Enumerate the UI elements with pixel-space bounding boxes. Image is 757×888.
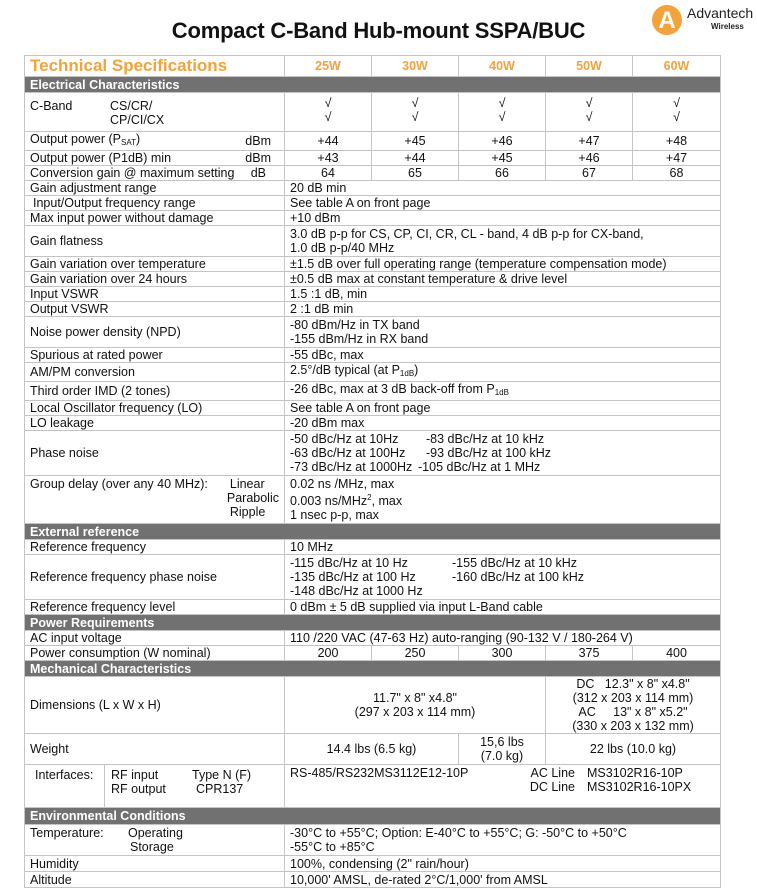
table-row-ac-input [25,631,721,646]
spurious-value: -55 dBc, max [285,348,721,363]
table-row-lo-frequency [25,401,721,416]
table-row-psat [25,132,721,151]
reflevel-value: 0 dBm ± 5 dB supplied via input L-Band cable [285,600,721,615]
section-mechanical: Mechanical Characteristics [25,661,721,677]
section-environmental: Environmental Conditions [25,808,721,825]
altitude-value: 10,000' AMSL, de-rated 2°C/1,000' from AMSL [285,872,721,888]
ampm-label: AM/PM conversion [25,363,285,382]
p1db-label: Output power (P1dB) min dBm [25,151,285,166]
page-title: Compact C-Band Hub-mount SSPA/BUC [171,18,586,43]
reffreq-value: 10 MHz [285,540,721,555]
table-row-ref-frequency [25,540,721,555]
groupdelay-label-cell: Group delay (over any 40 MHz): Linear Parabolic Ripple [25,476,285,524]
table-row-gain-adjustment [25,181,721,196]
iofreq-label: Input/Output frequency range [25,196,285,211]
table-row-group-delay [25,476,721,524]
table-row-humidity [25,856,721,872]
npd-value: -80 dBm/Hz in TX band -155 dBm/Hz in RX band [285,317,721,348]
invswr-value: 1.5 :1 dB, min [285,287,721,302]
flatness-value: 3.0 dB p-p for CS, CP, CI, CR, CL - band, 4 dB p-p for CX-band, 1.0 dB p-p/40 MHz [285,226,721,257]
table-row-interfaces [25,765,721,808]
interfaces-value: RS-485/RS232MS3112E12-10P AC Line DC Line MS3102R16-10P MS3102R16-10PX [285,765,721,808]
interfaces-label: Interfaces: [30,765,105,807]
model-50w: 50W [546,56,633,77]
gainvartemp-label: Gain variation over temperature [25,257,285,272]
weight-large: 22 lbs (10.0 kg) [546,734,721,765]
convgain-label: Conversion gain @ maximum setting dB [25,166,285,181]
humidity-value: 100%, condensing (2" rain/hour) [285,856,721,872]
imd-label: Third order IMD (2 tones) [25,382,285,401]
spurious-label: Spurious at rated power [25,348,285,363]
check-30w: √ √ [372,93,459,132]
p1db-40w: +45 [459,151,546,166]
psat-40w: +46 [459,132,546,151]
maxinput-value: +10 dBm [285,211,721,226]
p1db-30w: +44 [372,151,459,166]
p1db-25w: +43 [285,151,372,166]
table-row-power-consumption [25,646,721,661]
table-row-p1db [25,151,721,166]
table-row-ref-phase-noise [25,555,721,600]
temperature-value: -30°C to +55°C; Option: E-40°C to +55°C; G: -50°C to +50°C -55°C to +85°C [285,825,721,856]
psat-30w: +45 [372,132,459,151]
table-row-output-vswr [25,302,721,317]
convgain-40w: 66 [459,166,546,181]
convgain-25w: 64 [285,166,372,181]
check-40w: √ √ [459,93,546,132]
model-40w: 40W [459,56,546,77]
table-row-dimensions [25,677,721,734]
check-50w: √ √ [546,93,633,132]
dimensions-small: 11.7" x 8" x4.8" (297 x 203 x 114 mm) [285,677,546,734]
phasenoise-value: -50 dBc/Hz at 10Hz -63 dBc/Hz at 100Hz -73 dBc/Hz at 1000Hz -83 dBc/Hz at 10 kHz -93 dBc/Hz at 100 kHz -105 dBc/Hz at 1 MHz [285,431,721,476]
outvswr-value: 2 :1 dB min [285,302,721,317]
table-row-npd [25,317,721,348]
section-electrical: Electrical Characteristics [25,77,721,93]
model-25w: 25W [285,56,372,77]
consumption-25w: 200 [285,646,372,661]
p1db-50w: +46 [546,151,633,166]
humidity-label: Humidity [25,856,285,872]
invswr-label: Input VSWR [25,287,285,302]
iofreq-value: See table A on front page [285,196,721,211]
groupdelay-value: 0.02 ns /MHz, max 0.003 ns/MHz$^2$, max 1 nsec p-p, max [285,476,721,524]
weight-label: Weight [25,734,285,765]
dimensions-large: DC 12.3" x 8" x4.8" (312 x 203 x 114 mm) AC 13" x 8" x5.2" (330 x 203 x 132 mm) [546,677,721,734]
refphase-value: -115 dBc/Hz at 10 Hz -135 dBc/Hz at 100 Hz -148 dBc/Hz at 1000 Hz -155 dBc/Hz at 10 kHz -160 dBc/Hz at 100 kHz [285,555,721,600]
table-row-ampm [25,363,721,382]
gainadj-label: Gain adjustment range [25,181,285,196]
convgain-50w: 67 [546,166,633,181]
table-row-altitude [25,872,721,888]
reflevel-label: Reference frequency level [25,600,285,615]
table-row-input-vswr [25,287,721,302]
convgain-30w: 65 [372,166,459,181]
consumption-50w: 375 [546,646,633,661]
gainvar24-value: ±0.5 dB max at constant temperature & drive level [285,272,721,287]
logo-name: Advantech [687,5,754,21]
p1db-60w: +47 [633,151,721,166]
table-row-gain-flatness [25,226,721,257]
cband-label: C-Band [30,99,73,113]
reffreq-label: Reference frequency [25,540,285,555]
ampm-value: 2.5°/dB typical (at $P_{1dB}$) [285,363,721,382]
lofreq-value: See table A on front page [285,401,721,416]
table-row-gain-var-temp [25,257,721,272]
dimensions-label: Dimensions (L x W x H) [25,677,285,734]
logo-subtitle: Wireless [711,22,744,31]
table-row-imd [25,382,721,401]
weight-small: 14.4 lbs (6.5 kg) [285,734,459,765]
psat-25w: +44 [285,132,372,151]
table-row-temperature [25,825,721,856]
check-25w: √ √ [285,93,372,132]
weight-mid: 15,6 lbs (7.0 kg) [459,734,546,765]
outvswr-label: Output VSWR [25,302,285,317]
gainadj-value: 20 dB min [285,181,721,196]
table-row-cband [25,93,721,132]
table-row-io-frequency [25,196,721,211]
table-row-gain-var-24h [25,272,721,287]
table-row-phase-noise [25,431,721,476]
acinput-label: AC input voltage [25,631,285,646]
check-60w: √ √ [633,93,721,132]
table-header-row [25,56,721,77]
maxinput-label: Max input power without damage [25,211,285,226]
consumption-60w: 400 [633,646,721,661]
table-row-lo-leakage [25,416,721,431]
consumption-40w: 300 [459,646,546,661]
table-row-spurious [25,348,721,363]
table-row-ref-level [25,600,721,615]
interfaces-label-cell: Interfaces: RF input RF output Type N (F) CPR137 [25,765,285,808]
section-external-reference: External reference [25,524,721,540]
technical-specifications-heading: Technical Specifications [25,56,285,77]
model-60w: 60W [633,56,721,77]
phasenoise-label: Phase noise [25,431,285,476]
flatness-label: Gain flatness [25,226,285,257]
psat-60w: +48 [633,132,721,151]
section-power-requirements: Power Requirements [25,615,721,631]
consumption-label: Power consumption (W nominal) [25,646,285,661]
temperature-label-cell: Temperature: Operating Storage [25,825,285,856]
consumption-30w: 250 [372,646,459,661]
loleak-label: LO leakage [25,416,285,431]
model-30w: 30W [372,56,459,77]
psat-label: Output power $(P_{SAT})$ dBm [25,132,285,151]
lofreq-label: Local Oscillator frequency (LO) [25,401,285,416]
refphase-label: Reference frequency phase noise [25,555,285,600]
cband-label-cell [25,93,285,132]
gainvartemp-value: ±1.5 dB over full operating range (temperature compensation mode) [285,257,721,272]
table-row-weight [25,734,721,765]
spec-table [24,55,721,888]
loleak-value: -20 dBm max [285,416,721,431]
table-row-conversion-gain [25,166,721,181]
logo-a-icon: A [652,5,682,35]
gainvar24-label: Gain variation over 24 hours [25,272,285,287]
psat-50w: +47 [546,132,633,151]
acinput-value: 110 /220 VAC (47-63 Hz) auto-ranging (90-132 V / 180-264 V) [285,631,721,646]
imd-value: -26 dBc, max at 3 dB back-off from $P_{1dB}$ [285,382,721,401]
table-row-max-input [25,211,721,226]
altitude-label: Altitude [25,872,285,888]
convgain-60w: 68 [633,166,721,181]
npd-label: Noise power density (NPD) [25,317,285,348]
cband-types: CS/CR/ CP/CI/CX [110,99,165,127]
